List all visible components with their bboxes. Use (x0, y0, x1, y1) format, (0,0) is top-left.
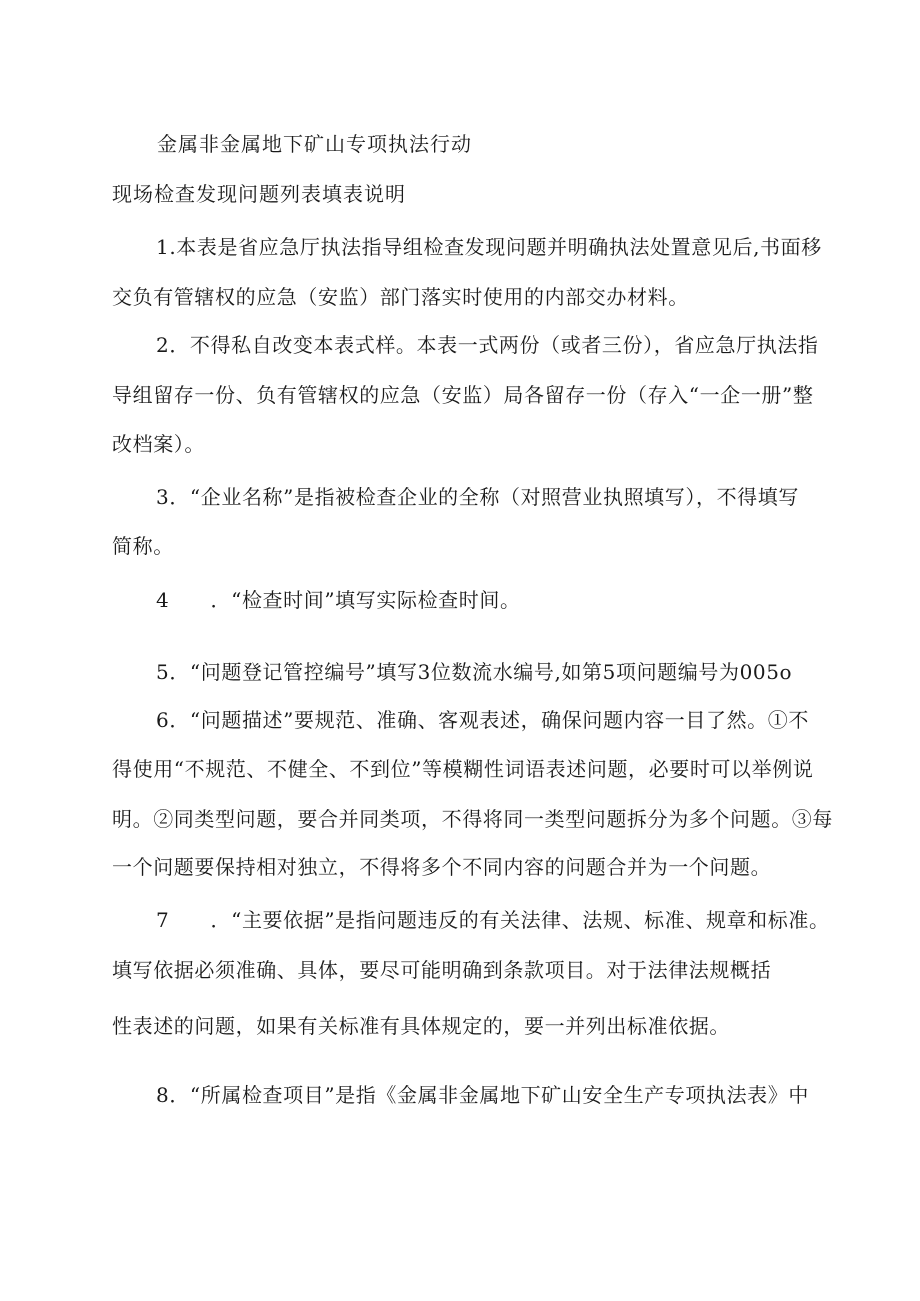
document-title-line-1: 金属非金属地下矿山专项执法行动 (157, 132, 472, 156)
item-2-line-3: 改档案）。 (112, 432, 205, 456)
item-6-line-4: 一个问题要保持相对独立，不得将多个不同内容的问题合并为一个问题。 (112, 855, 772, 879)
document-title-line-2: 现场检查发现问题列表填表说明 (112, 182, 406, 206)
item-3-line-1: 3．“企业名称”是指被检查企业的全称（对照营业执照填写），不得填写 (156, 485, 799, 509)
item-7-line-2: 填写依据必须准确、具体，要尽可能明确到条款项目。对于法律法规概括 (112, 958, 772, 982)
item-8-line-1: 8．“所属检查项目”是指《金属非金属地下矿山安全生产专项执法表》中 (156, 1083, 809, 1107)
item-6-line-1: 6．“问题描述”要规范、准确、客观表述，确保问题内容一目了然。①不 (156, 708, 809, 732)
item-1-line-2: 交负有管辖权的应急（安监）部门落实时使用的内部交办材料。 (112, 285, 689, 309)
item-7-line-3: 性表述的问题，如果有关标准有具体规定的，要一并列出标准依据。 (112, 1014, 730, 1038)
item-7-line-1: 7 ．“主要依据”是指问题违反的有关法律、法规、标准、规章和标准。 (156, 908, 830, 932)
item-3-line-2: 简称。 (112, 534, 174, 558)
item-4-line-1: 4 ．“检查时间”填写实际检查时间。 (156, 588, 521, 612)
item-6-line-3: 明。②同类型问题，要合并同类项，不得将同一类型问题拆分为多个问题。③每 (112, 807, 833, 831)
item-1-line-1: 1.本表是省应急厅执法指导组检查发现问题并明确执法处置意见后,书面移 (156, 235, 822, 259)
item-5-line-1: 5．“问题登记管控编号”填写3位数流水编号,如第5项问题编号为005o (156, 660, 793, 684)
item-6-line-2: 得使用“不规范、不健全、不到位”等模糊性词语表述问题，必要时可以举例说 (112, 757, 814, 781)
item-2-line-2: 导组留存一份、负有管辖权的应急（安监）局各留存一份（存入“一企一册”整 (112, 383, 814, 407)
item-2-line-1: 2．不得私自改变本表式样。本表一式两份（或者三份），省应急厅执法指 (156, 333, 819, 357)
